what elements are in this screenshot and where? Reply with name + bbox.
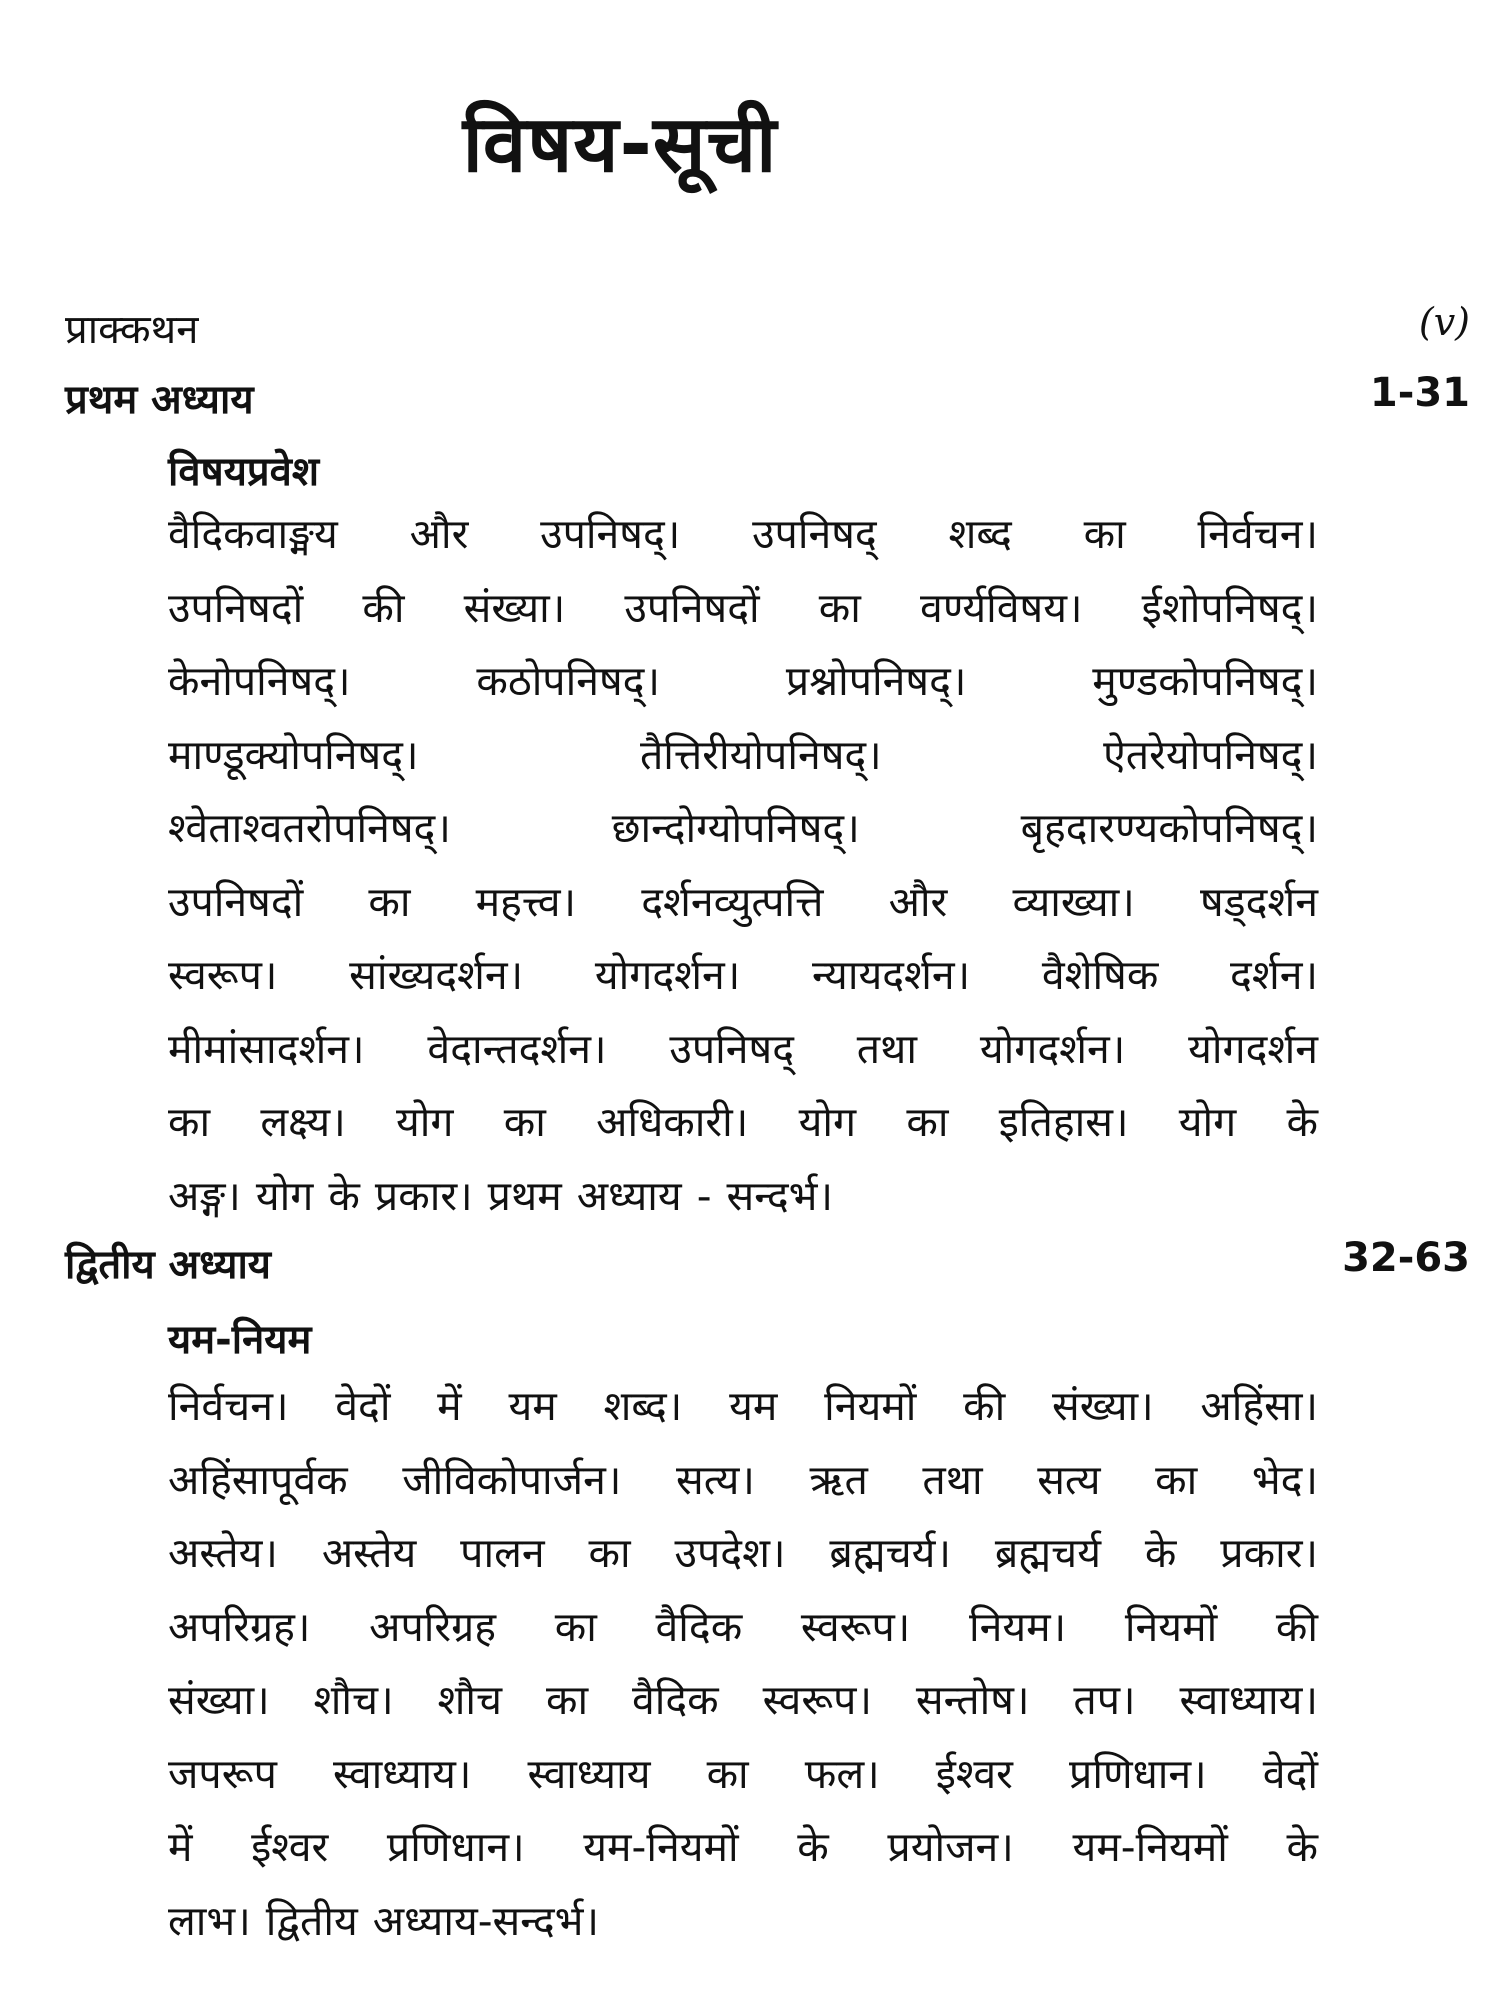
contents-line: श्वेताश्वतरोपनिषद्। छान्दोग्योपनिषद्। बृहदारण्यकोपनिषद्। — [168, 804, 1318, 852]
contents-line: माण्डूक्योपनिषद्। तैत्तिरीयोपनिषद्। ऐतरेयोपनिषद्। — [168, 730, 1318, 779]
toc-entry-chapter-2 — [65, 1235, 1470, 1295]
contents-line: में ईश्वर प्रणिधान। यम-नियमों के प्रयोजन। यम-नियमों के — [168, 1823, 1318, 1871]
contents-line: अपरिग्रह। अपरिग्रह का वैदिक स्वरूप। नियम। नियमों की — [168, 1602, 1318, 1651]
contents-line: अस्तेय। अस्तेय पालन का उपदेश। ब्रह्मचर्य। ब्रह्मचर्य के प्रकार। — [168, 1529, 1319, 1577]
entry-label: द्वितीय अध्याय — [65, 1242, 272, 1288]
contents-line: केनोपनिषद्। कठोपनिषद्। प्रश्नोपनिषद्। मुण्डकोपनिषद्। — [168, 657, 1318, 705]
toc-entry-chapter-1 — [65, 370, 1470, 430]
contents-line: अङ्ग। योग के प्रकार। प्रथम अध्याय - सन्दर्भ। — [168, 1171, 834, 1220]
contents-line: उपनिषदों की संख्या। उपनिषदों का वर्ण्यविषय। ईशोपनिषद्। — [168, 583, 1318, 632]
contents-line: मीमांसादर्शन। वेदान्तदर्शन। उपनिषद् तथा योगदर्शन। योगदर्शन — [168, 1024, 1318, 1073]
contents-line: जपरूप स्वाध्याय। स्वाध्याय का फल। ईश्वर प्रणिधान। वेदों — [168, 1749, 1318, 1798]
entry-pages: (v) — [1418, 300, 1470, 344]
chapter-2-contents — [168, 1370, 1318, 1958]
entry-pages: 1-31 — [1369, 370, 1470, 416]
contents-line: वैदिकवाङ्मय और उपनिषद्। उपनिषद् शब्द का निर्वचन। — [168, 510, 1318, 558]
page-title: विषय-सूची — [462, 100, 778, 190]
contents-line: का लक्ष्य। योग का अधिकारी। योग का इतिहास। योग के — [168, 1098, 1318, 1146]
contents-line: उपनिषदों का महत्त्व। दर्शनव्युत्पत्ति और व्याख्या। षड्दर्शन — [168, 877, 1318, 926]
entry-label: प्राक्कथन — [65, 307, 199, 353]
contents-line: स्वरूप। सांख्यदर्शन। योगदर्शन। न्यायदर्शन। वैशेषिक दर्शन। — [168, 951, 1318, 999]
chapter-1-subheading: विषयप्रवेश — [168, 449, 320, 495]
contents-line: संख्या। शौच। शौच का वैदिक स्वरूप। सन्तोष। तप। स्वाध्याय। — [168, 1676, 1318, 1724]
contents-line: निर्वचन। वेदों में यम शब्द। यम नियमों की संख्या। अहिंसा। — [168, 1382, 1318, 1430]
entry-label: प्रथम अध्याय — [65, 377, 254, 423]
chapter-2-subheading: यम-नियम — [168, 1317, 312, 1363]
entry-pages: 32-63 — [1342, 1235, 1470, 1281]
contents-line: अहिंसापूर्वक जीविकोपार्जन। सत्य। ऋत तथा सत्य का भेद। — [168, 1455, 1318, 1504]
chapter-1-contents — [168, 498, 1318, 1233]
contents-line: लाभ। द्वितीय अध्याय-सन्दर्भ। — [168, 1896, 600, 1945]
toc-entry-preface — [65, 300, 1470, 360]
